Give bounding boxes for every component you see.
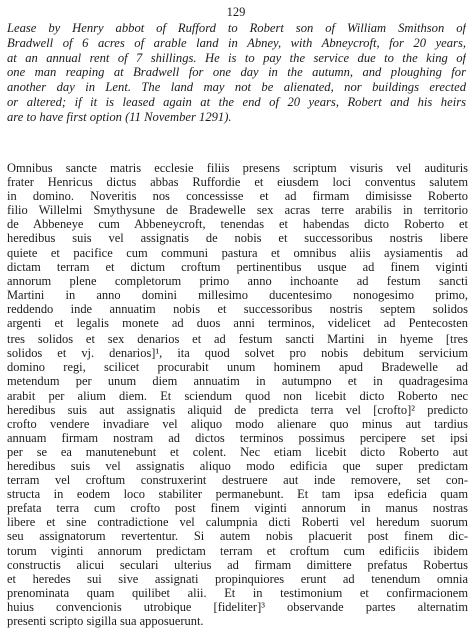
body-line: libere et sine contradictione vel calumpnia dicti Roberti vel heredum suorum [7, 515, 468, 530]
body-line: prefata terra cum crofto post finem viginti annorum in manus nostras [7, 501, 468, 516]
body-line: arabit per alium diem. Et sciendum quod non licebit dicto Roberto nec [7, 388, 468, 403]
body-line: annuam firmam nostram ad dictos terminos possimus percipere set ipsi [7, 430, 468, 445]
body-line: Martini in anno domini millesimo ducentesimo nonogesimo primo, [7, 287, 468, 302]
body-line: tres solidos et sex denarios et ad festum sancti Martini in hyeme [tres [7, 332, 468, 347]
body-line: domino regi, scilicet procurabit unum hominem apud Bradewelle ad [7, 360, 468, 375]
summary-line: are to have first option (11 November 1291). [7, 109, 232, 124]
latin-charter-text [7, 161, 468, 628]
body-line: heredibus suis aut assignatis aliquid de predicta terra vel [crofto]² predicto [7, 402, 468, 417]
body-line: seu assignatorum revertentur. Si autem nobis placuerit post finem dic- [7, 529, 468, 544]
body-line: frater Henricus dictus abbas Ruffordie et eiusdem loci conventus salutem [7, 175, 468, 190]
summary-line: another day in Lent. The land may not be alienated, nor buildings erected [7, 80, 466, 95]
body-line: prenominata quam quilibet alii. Et in testimonium et confirmacionem [7, 585, 468, 600]
body-line: annorum plene completorum primo anno inchoante ad festum sancti [7, 273, 468, 288]
summary-line: one man reaping at Bradwell for one day in the autumn, and ploughing for [7, 65, 466, 80]
body-line: heredibus suis vel assignatis aliquo modo edificia que super predictam [7, 458, 468, 473]
body-line: in domino. Noveritis nos concessisse et ad firmam dimisisse Roberto [7, 189, 468, 204]
body-line: solidos et vj. denarios]¹, ita quod solvet pro nobis debitum servicium [7, 346, 468, 361]
body-line: filio Willelmi Smythysune de Bradewelle sex acras terre arabilis in territorio [7, 203, 468, 218]
body-line: terram vel croftum construxerint destruere aut inde removere, set con- [7, 473, 468, 488]
body-line: metendum per unum diem annuatim in autumpno et in quadragesima [7, 374, 468, 389]
body-line: de Abbeneye cum Abbeneycroft, tenendas et habendas dicto Roberto et [7, 217, 468, 232]
body-line: huius convencionis utrobique [fideliter]³ observande partes alternatim [7, 599, 468, 614]
summary-line: at an annual rent of 7 shillings. He is to pay the service due to the king of [7, 50, 466, 65]
body-line: dictam terram et dictum croftum pertinentibus usque ad finem viginti [7, 259, 468, 274]
summary-line: Bradwell of 6 acres of arable land in Abney, with Abneycroft, for 20 years, [7, 35, 466, 50]
body-line: et heredes sui sive assignati propinquiores erunt ad tenendum omnia [7, 571, 468, 586]
body-line: argenti et legalis monete ad duos anni terminos, videlicet ad Pentecosten [7, 316, 468, 331]
body-line: heredibus suis vel assignatis de nobis et successoribus nostris libere [7, 231, 468, 246]
body-line: Omnibus sancte matris ecclesie filiis presens scriptum visuris vel audituris [7, 161, 468, 175]
body-line: crofto vendere invadiare vel aliquo modo alienare quo minus aut tardius [7, 416, 468, 431]
body-line: structa in eodem loco stabiliter permanebunt. Et tam ipsa edeficia quam [7, 487, 468, 502]
summary-line: or altered; if it is leased again at the end of 20 years, Robert and his heirs [7, 94, 466, 109]
summary-line: Lease by Henry abbot of Rufford to Robert son of William Smithson of [7, 21, 466, 35]
body-line: per se ea manutenebunt et colent. Nec etiam licebit dicto Roberto aut [7, 444, 468, 459]
body-line: torum viginti annorum predictam terram et croftum cum edificiis ibidem [7, 543, 468, 558]
page-number: 129 [226, 5, 246, 19]
body-line: presenti scripto sigilla sua apposuerunt. [7, 614, 204, 628]
body-line: quiete et pacifice cum communi pastura et omnibus aliis aysiamentis ad [7, 245, 468, 260]
body-line: reddendo inde annuatim nobis et successoribus nostris septem solidos [7, 301, 468, 316]
document-summary [7, 21, 466, 125]
body-line: constructis alicui seculari ulterius ad firmam dimittere prefatus Robertus [7, 557, 468, 572]
